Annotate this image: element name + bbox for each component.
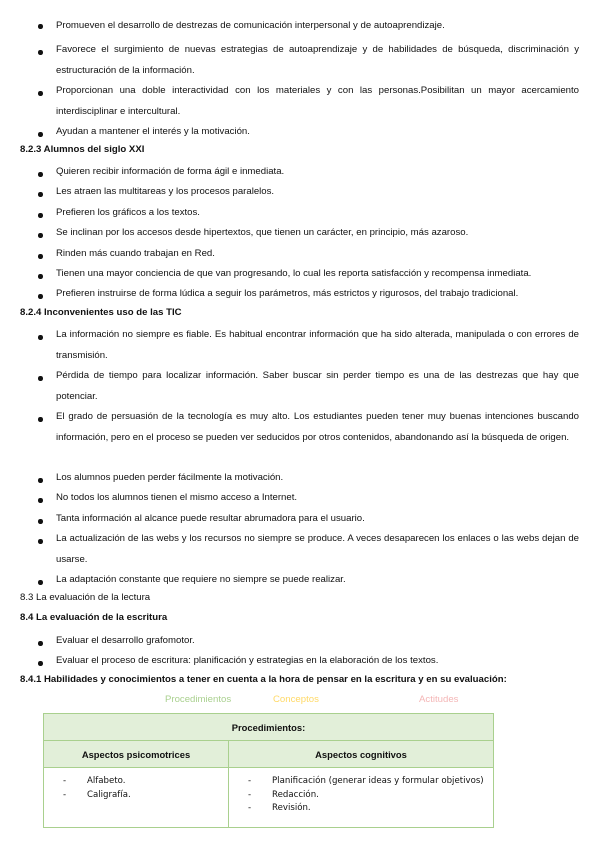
list-item-text: Tienen una mayor conciencia de que van progresando, lo cual les reporta satisfacción y recompensa inmediata. xyxy=(56,268,532,279)
list-item-text: El grado de persuasión de la tecnología es muy alto. Los estudiantes pueden tener muy buenas intenciones buscando información, pero en el proceso se pueden ver seducidos por otros contenidos, abandonando así la búsqueda de origen. xyxy=(56,411,579,443)
bullet-dot xyxy=(38,172,43,177)
list-item: - Alfabeto. xyxy=(44,775,228,789)
bullet-dot xyxy=(38,233,43,238)
list-item-text: Rinden más cuando trabajan en Red. xyxy=(56,248,215,259)
bullet-dot xyxy=(38,254,43,259)
table-header-cognitivos: Aspectos cognitivos xyxy=(229,741,494,768)
list-item-text: Ayudan a mantener el interés y la motivación. xyxy=(56,126,250,137)
bullet-dot xyxy=(38,213,43,218)
list-item-text: Evaluar el desarrollo grafomotor. xyxy=(56,635,195,646)
bullet-dot xyxy=(38,539,43,544)
list-item-text: Tanta información al alcance puede resultar abrumadora para el usuario. xyxy=(56,513,365,524)
section-heading: 8.4 La evaluación de la escritura xyxy=(20,612,168,623)
legend-conceptos: Conceptos xyxy=(273,694,319,705)
bullet-dot xyxy=(38,192,43,197)
list-item-text: Pérdida de tiempo para localizar información. Saber buscar sin perder tiempo es una de las destrezas que hay que potenciar. xyxy=(56,370,579,402)
bullet-dot xyxy=(38,294,43,299)
table-header-psicomotrices: Aspectos psicomotrices xyxy=(44,741,229,768)
list-item-text: La adaptación constante que requiere no siempre se puede realizar. xyxy=(56,574,346,585)
list-item: - Redacción. xyxy=(229,789,493,803)
bullet-dot xyxy=(38,50,43,55)
dash-list xyxy=(44,775,228,802)
legend-procedimientos: Procedimientos xyxy=(165,694,232,705)
list-item: - Planificación (generar ideas y formular objetivos) xyxy=(229,775,493,789)
bullet-dot xyxy=(38,24,43,29)
section-heading: 8.3 La evaluación de la lectura xyxy=(20,592,151,603)
bullet-dot xyxy=(38,519,43,524)
table-cell-psicomotrices xyxy=(44,768,229,828)
list-item-text: Promueven el desarrollo de destrezas de comunicación interpersonal y de autoaprendizaje. xyxy=(56,20,445,31)
list-item-text: Quieren recibir información de forma ágil e inmediata. xyxy=(56,166,285,177)
bullet-dot xyxy=(38,661,43,666)
bullet-dot xyxy=(38,478,43,483)
list-item-text: Se inclinan por los accesos desde hipertextos, que tienen un carácter, en principio, más azaroso. xyxy=(56,227,469,238)
list-item-text: Les atraen las multitareas y los procesos paralelos. xyxy=(56,186,275,197)
list-item-text: Evaluar el proceso de escritura: planificación y estrategias en la elaboración de los textos. xyxy=(56,655,439,666)
section-heading: 8.4.1 Habilidades y conocimientos a tener en cuenta a la hora de pensar en la escritura y en su evaluación: xyxy=(20,674,507,685)
bullet-dot xyxy=(38,91,43,96)
list-item: - Caligrafía. xyxy=(44,789,228,803)
bullet-dot xyxy=(38,274,43,279)
dash-list xyxy=(229,775,493,816)
bullet-dot xyxy=(38,132,43,137)
bullet-dot xyxy=(38,580,43,585)
legend-actitudes: Actitudes xyxy=(419,694,459,705)
list-item-text: No todos los alumnos tienen el mismo acceso a Internet. xyxy=(56,492,298,503)
bullet-dot xyxy=(38,335,43,340)
list-item-text: La actualización de las webs y los recursos no siempre se produce. A veces desaparecen los enlaces o las webs dejan de usarse. xyxy=(56,533,579,565)
bullet-dot xyxy=(38,641,43,646)
list-item-text: La información no siempre es fiable. Es habitual encontrar información que ha sido alterada, manipulada o con errores de transmisión. xyxy=(56,329,579,361)
bullet-dot xyxy=(38,498,43,503)
list-item-text: Proporcionan una doble interactividad con los materiales y con las personas.Posibilitan un mayor acercamiento interdisciplinar e intercultural. xyxy=(56,85,579,117)
list-item-text: Prefieren instruirse de forma lúdica a seguir los parámetros, más estrictos y rigurosos, del trabajo tradicional. xyxy=(56,288,519,299)
bullet-dot xyxy=(38,376,43,381)
section-heading: 8.2.3 Alumnos del siglo XXI xyxy=(20,144,145,155)
table-title: Procedimientos: xyxy=(44,714,494,741)
list-item: - Revisión. xyxy=(229,802,493,816)
list-item-text: Prefieren los gráficos a los textos. xyxy=(56,207,200,218)
list-item-text: Los alumnos pueden perder fácilmente la motivación. xyxy=(56,472,284,483)
list-item-text: Favorece el surgimiento de nuevas estrategias de autoaprendizaje y de habilidades de búsqueda, discriminación y estructuración de la información. xyxy=(56,44,579,76)
bullet-dot xyxy=(38,417,43,422)
table-cell-cognitivos xyxy=(229,768,494,828)
section-heading: 8.2.4 Inconvenientes uso de las TIC xyxy=(20,307,182,318)
procedures-table xyxy=(43,713,494,828)
